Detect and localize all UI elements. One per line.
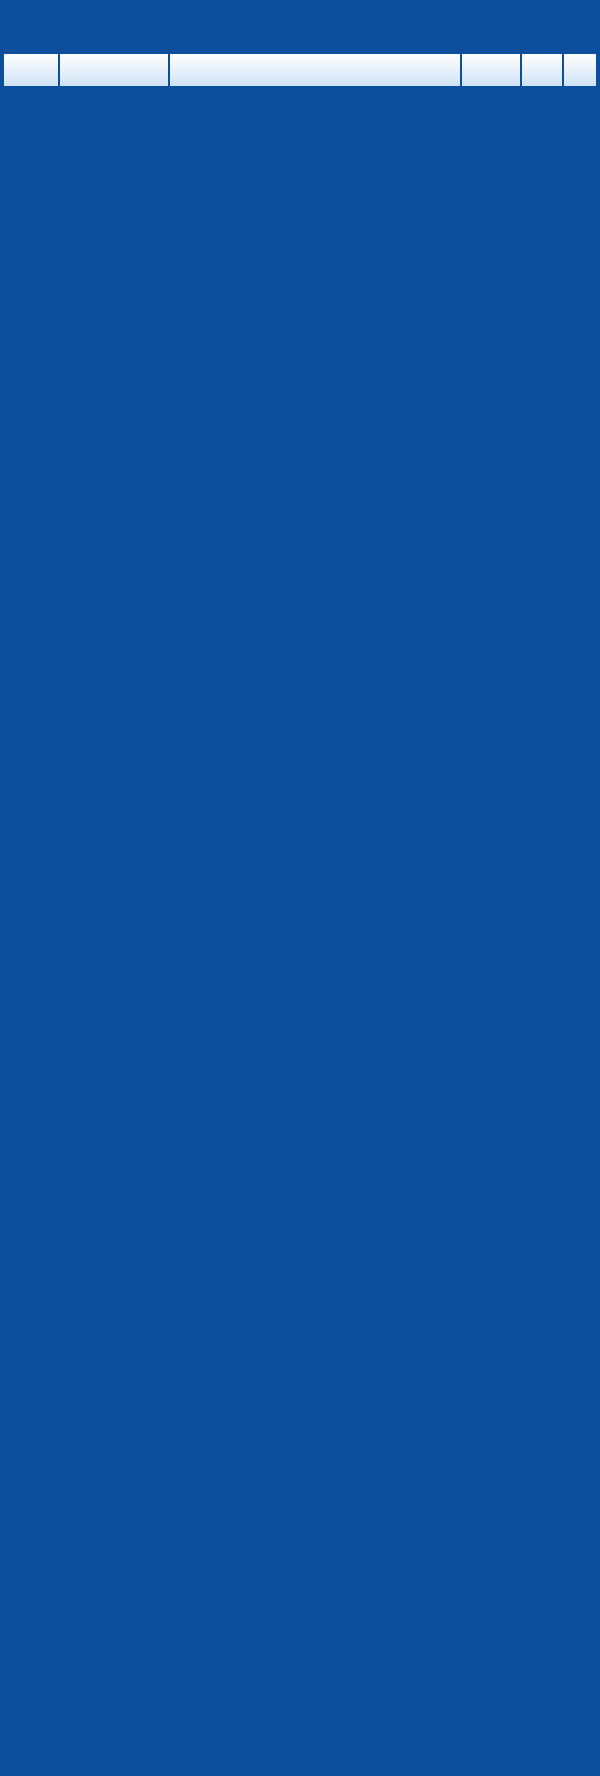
header-votes	[522, 54, 562, 86]
header-nomination	[60, 54, 168, 86]
header-code	[462, 54, 520, 86]
header-number	[4, 54, 58, 86]
header-your-vote	[564, 54, 596, 86]
header-candidate	[170, 54, 460, 86]
page-title	[0, 0, 600, 52]
